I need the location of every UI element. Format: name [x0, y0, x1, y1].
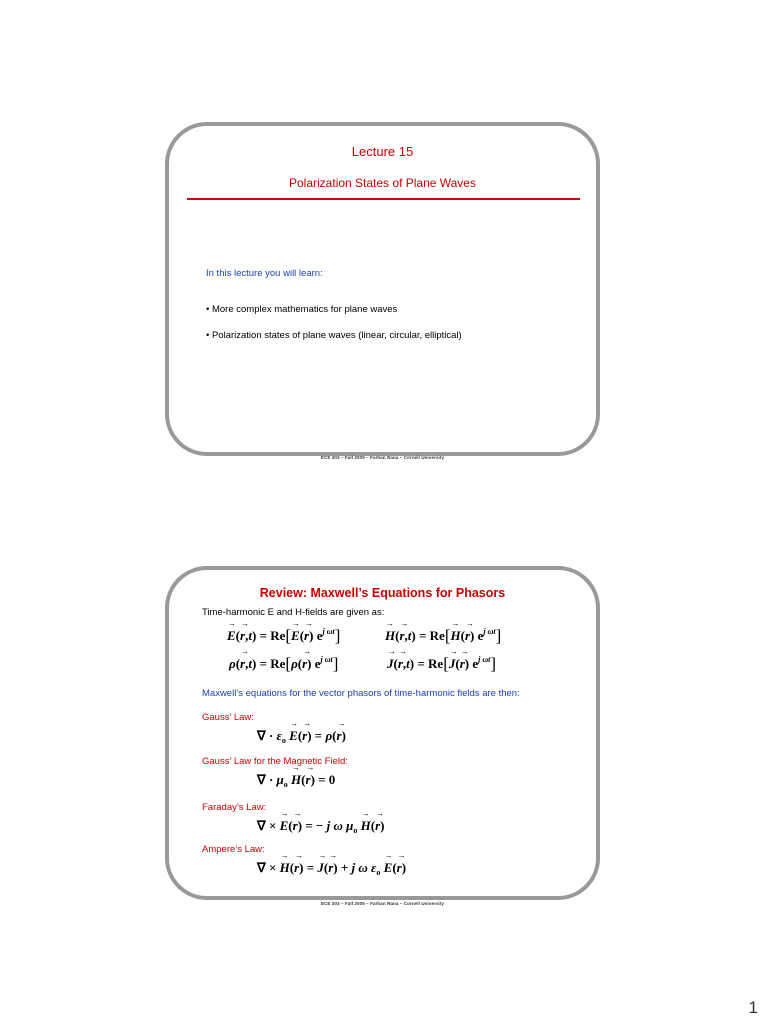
ampere-law-label: Ampere’s Law:	[202, 844, 265, 855]
lecture-number: Lecture 15	[351, 144, 414, 159]
equation-charge-density: ρ(→ r,t) = Re[ρ(→ r) $e^{j \omega t}$]	[229, 654, 338, 674]
gauss-law-equation: ∇ · $\varepsilon_o \to E(\to r) = \rho(\to r)$	[257, 728, 346, 745]
maxwell-intro-text: Maxwell’s equations for the vector phasors of time-harmonic fields are then:	[202, 688, 520, 699]
intro-text: In this lecture you will learn:	[206, 268, 323, 279]
equation-current-density: → J(→ r,t) = Re[→ J(→ r) $e^{j \omega t}$]	[387, 654, 496, 674]
bullet-item: • Polarization states of plane waves (linear, circular, elliptical)	[206, 330, 462, 341]
slide-title: Review: Maxwell’s Equations for Phasors	[259, 586, 506, 600]
bullet-item: • More complex mathematics for plane waves	[206, 304, 398, 315]
gauss-law-label: Gauss’ Law:	[202, 712, 254, 723]
slide-footer: ECE 303 – Fall 2005 – Farhan Rana – Cornell University	[320, 455, 445, 460]
faraday-law-equation: ∇ × → E(→ r) = − j ω $\mu_o \to H(\to r)$	[257, 818, 384, 835]
gauss-magnetic-label: Gauss’ Law for the Magnetic Field:	[202, 756, 348, 767]
lecture-title: Polarization States of Plane Waves	[289, 176, 476, 190]
page-number: 1	[748, 998, 758, 1017]
slide-lecture-title	[165, 122, 600, 456]
faraday-law-label: Faraday’s Law:	[202, 802, 267, 813]
gauss-magnetic-equation: ∇ · $\mu_o \to H(\to r) = 0$	[257, 772, 335, 789]
slide-footer: ECE 303 – Fall 2005 – Farhan Rana – Cornell University	[320, 901, 445, 906]
equation-e-field: → E(→ r,t) = Re[→ E(→ r) $e^{j \omega t}$]	[227, 626, 340, 646]
slide-maxwell-review	[165, 566, 600, 900]
title-divider	[187, 198, 580, 200]
ampere-law-equation: ∇ × → H(→ r) = → J(→ r) + j ω $\varepsilon_o \to E(\to r)$	[257, 860, 406, 877]
time-harmonic-text: Time-harmonic E and H-fields are given as:	[202, 607, 385, 618]
equation-h-field: → H(→ r,t) = Re[→ H(→ r) $e^{j \omega t}$]	[385, 626, 501, 646]
